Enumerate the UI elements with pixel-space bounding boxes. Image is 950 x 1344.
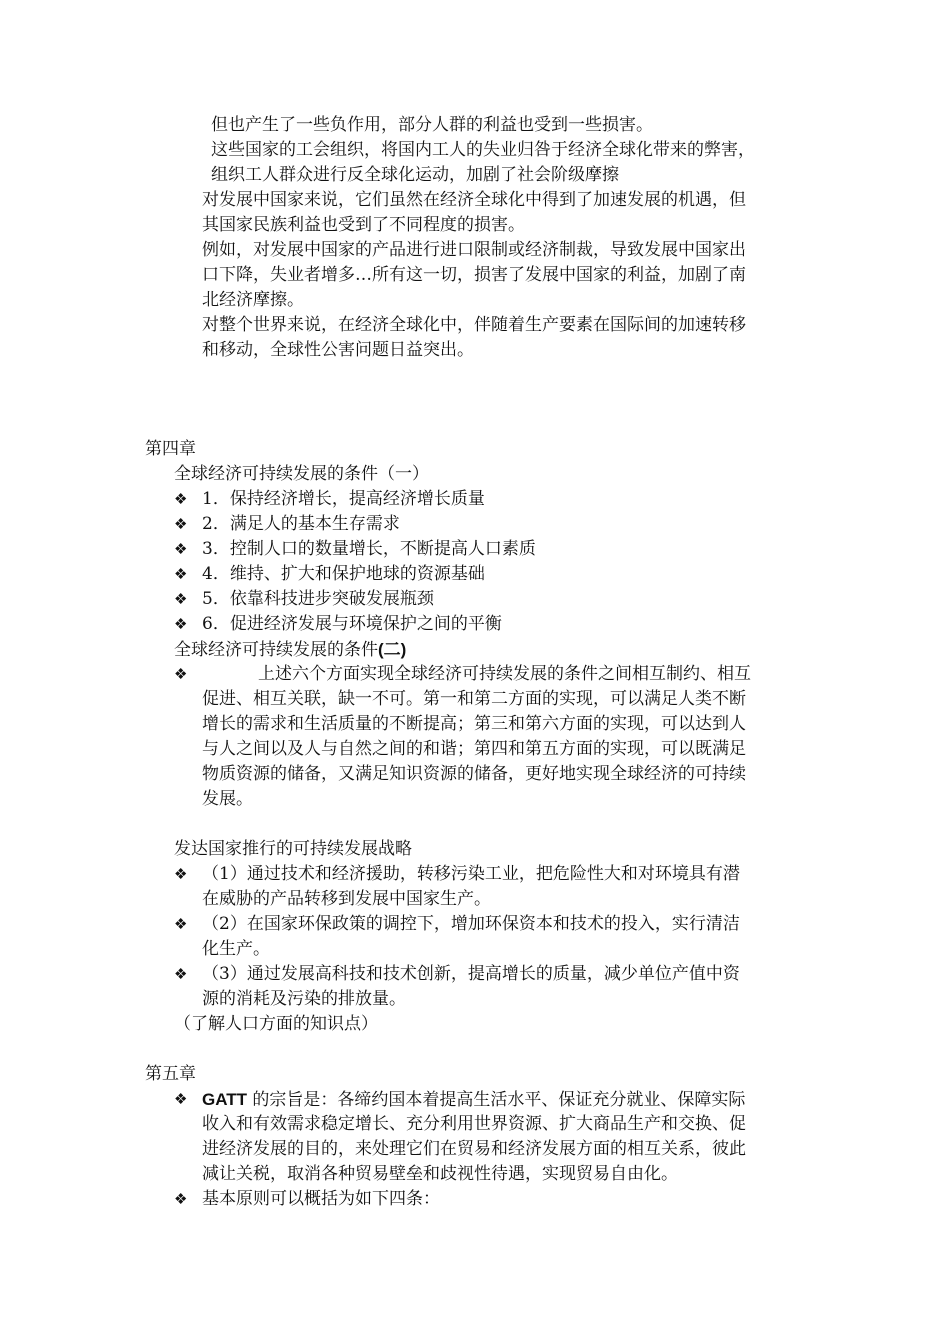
intro-line: 北经济摩擦。 xyxy=(202,290,304,310)
intro-line: 但也产生了一些负作用，部分人群的利益也受到一些损害。 xyxy=(211,115,653,135)
intro-line: 口下降，失业者增多…所有这一切，损害了发展中国家的利益，加剧了南 xyxy=(202,265,746,285)
strategy-item-line: （1）通过技术和经济援助，转移污染工业，把危险性大和对环境具有潜 xyxy=(202,864,740,884)
diamond-bullet-icon xyxy=(174,512,187,537)
note-line: （了解人口方面的知识点） xyxy=(174,1014,378,1034)
conditions-2-line: 与人之间以及人与自然之间的和谐；第四和第五方面的实现，可以既满足 xyxy=(202,739,746,759)
chapter-4-heading: 第四章 xyxy=(145,439,196,459)
diamond-bullet-icon xyxy=(174,1187,187,1212)
conditions-2-title xyxy=(174,637,406,663)
strategy-item-line: 在威胁的产品转移到发展中国家生产。 xyxy=(202,889,491,909)
chapter-5-heading: 第五章 xyxy=(145,1064,196,1084)
conditions-1-title: 全球经济可持续发展的条件（一） xyxy=(174,464,429,484)
diamond-bullet-icon xyxy=(174,612,187,637)
principles-line: 基本原则可以概括为如下四条： xyxy=(202,1189,440,1209)
strategy-item-line: （3）通过发展高科技和技术创新，提高增长的质量，减少单位产值中资 xyxy=(202,964,740,984)
diamond-bullet-icon xyxy=(174,562,187,587)
diamond-bullet-icon xyxy=(174,587,187,612)
diamond-bullet-icon xyxy=(174,487,187,512)
condition-item: 4．维持、扩大和保护地球的资源基础 xyxy=(202,564,485,584)
strategy-item-line: 化生产。 xyxy=(202,939,270,959)
gatt-line: 进经济发展的目的，来处理它们在贸易和经济发展方面的相互关系，彼此 xyxy=(202,1139,746,1159)
strategy-title: 发达国家推行的可持续发展战略 xyxy=(174,839,412,859)
diamond-bullet-icon xyxy=(174,912,187,937)
diamond-bullet-icon xyxy=(174,662,187,687)
strategy-item-line: 源的消耗及污染的排放量。 xyxy=(202,989,406,1009)
conditions-2-title-suffix: (二) xyxy=(378,640,407,659)
intro-line: 和移动，全球性公害问题日益突出。 xyxy=(202,340,474,360)
gatt-line: 收入和有效需求稳定增长、充分利用世界资源、扩大商品生产和交换、促 xyxy=(202,1114,746,1134)
conditions-2-line: 增长的需求和生活质量的不断提高；第三和第六方面的实现，可以达到人 xyxy=(202,714,746,734)
condition-item: 2．满足人的基本生存需求 xyxy=(202,514,400,534)
condition-item: 5．依靠科技进步突破发展瓶颈 xyxy=(202,589,434,609)
diamond-bullet-icon xyxy=(174,537,187,562)
intro-line: 这些国家的工会组织，将国内工人的失业归咎于经济全球化带来的弊害， xyxy=(211,140,755,160)
conditions-2-line: 促进、相互关联，缺一不可。第一和第二方面的实现，可以满足人类不断 xyxy=(202,689,746,709)
diamond-bullet-icon xyxy=(174,862,187,887)
gatt-line-text: 的宗旨是：各缔约国本着提高生活水平、保证充分就业、保障实际 xyxy=(252,1090,746,1110)
conditions-2-line: 上述六个方面实现全球经济可持续发展的条件之间相互制约、相互 xyxy=(258,664,751,684)
condition-item: 3．控制人口的数量增长，不断提高人口素质 xyxy=(202,539,536,559)
intro-line: 其国家民族利益也受到了不同程度的损害。 xyxy=(202,215,525,235)
intro-line: 对发展中国家来说，它们虽然在经济全球化中得到了加速发展的机遇，但 xyxy=(202,190,746,210)
conditions-2-title-text: 全球经济可持续发展的条件 xyxy=(174,640,378,660)
gatt-line xyxy=(202,1087,745,1113)
conditions-2-line: 发展。 xyxy=(202,789,253,809)
strategy-item-line: （2）在国家环保政策的调控下，增加环保资本和技术的投入，实行清洁 xyxy=(202,914,740,934)
diamond-bullet-icon xyxy=(174,1087,187,1112)
conditions-2-line: 物质资源的储备，又满足知识资源的储备，更好地实现全球经济的可持续 xyxy=(202,764,746,784)
intro-line: 组织工人群众进行反全球化运动，加剧了社会阶级摩擦 xyxy=(211,165,619,185)
gatt-line: 减让关税，取消各种贸易壁垒和歧视性待遇，实现贸易自由化。 xyxy=(202,1164,678,1184)
condition-item: 1．保持经济增长，提高经济增长质量 xyxy=(202,489,485,509)
condition-item: 6．促进经济发展与环境保护之间的平衡 xyxy=(202,614,502,634)
gatt-term: GATT xyxy=(202,1090,248,1109)
intro-line: 对整个世界来说，在经济全球化中，伴随着生产要素在国际间的加速转移 xyxy=(202,315,746,335)
diamond-bullet-icon xyxy=(174,962,187,987)
intro-line: 例如，对发展中国家的产品进行进口限制或经济制裁，导致发展中国家出 xyxy=(202,240,746,260)
